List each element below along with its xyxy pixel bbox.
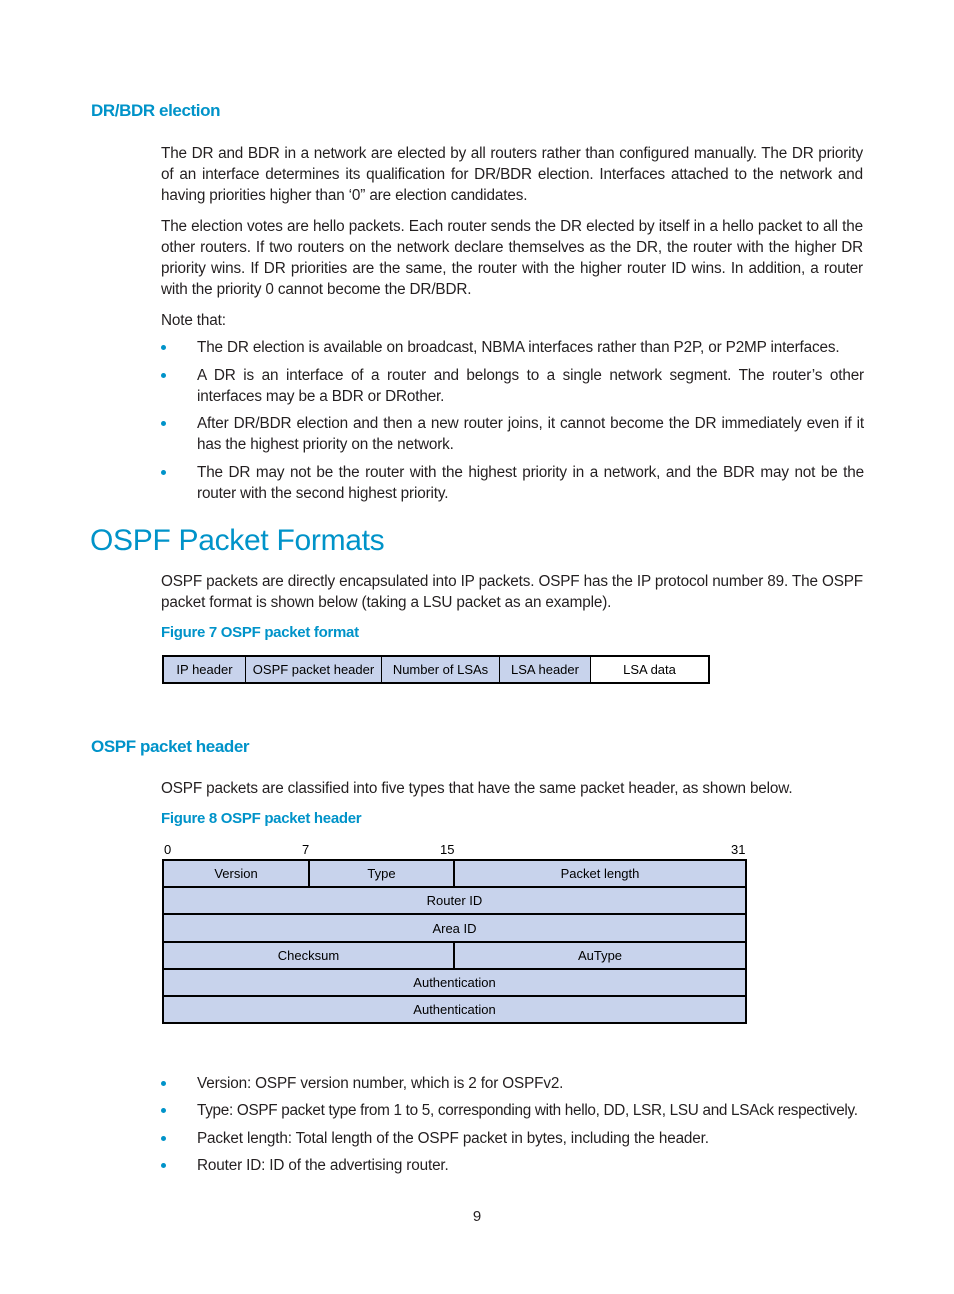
bit-tick-0: 0 — [164, 842, 172, 857]
paragraph: OSPF packets are directly encapsulated into IP packets. OSPF has the IP protocol number 89. The OSPF packet format is shown below (taking a LSU packet as an example). — [161, 573, 863, 611]
list-item-text: Router ID: ID of the advertising router. — [197, 1157, 449, 1174]
cell-lsa-data: LSA data — [590, 655, 710, 684]
note-label: Note that: — [161, 312, 226, 329]
bullet-icon — [161, 345, 166, 350]
bullet-icon — [161, 470, 166, 475]
list-item-text: After DR/BDR election and then a new router joins, it cannot become the DR immediately even if it has the highest priority on the network. — [197, 415, 864, 453]
list-item — [161, 1128, 864, 1149]
section-heading-ospf-packet-header: OSPF packet header — [91, 737, 250, 756]
list-item — [161, 1155, 864, 1176]
page-number: 9 — [472, 1208, 482, 1225]
list-item — [161, 462, 864, 504]
cell-ospf-packet-header: OSPF packet header — [245, 655, 382, 684]
field-autype: AuType — [455, 943, 745, 970]
field-packet-length: Packet length — [455, 861, 745, 888]
paragraph: The DR and BDR in a network are elected by all routers rather than configured manually. The DR priority of an interface determines its qualification for DR/BDR election. Interfaces attached to the network and having priorities higher than ‘0” are election candidates. — [161, 145, 863, 204]
figure-caption: Figure 8 OSPF packet header — [161, 810, 362, 827]
section-heading-ospf-packet-formats: OSPF Packet Formats — [90, 524, 385, 557]
bit-tick-31: 31 — [731, 842, 746, 857]
bullet-icon — [161, 1108, 166, 1113]
bullet-icon — [161, 421, 166, 426]
bullet-icon — [161, 1136, 166, 1141]
field-checksum: Checksum — [164, 943, 455, 970]
bullet-icon — [161, 1081, 166, 1086]
field-authentication-1: Authentication — [164, 970, 745, 997]
field-router-id: Router ID — [164, 888, 745, 915]
paragraph: OSPF packets are classified into five types that have the same packet header, as shown below. — [161, 780, 793, 797]
list-item — [161, 337, 864, 358]
list-item-text: Type: OSPF packet type from 1 to 5, corresponding with hello, DD, LSR, LSU and LSAck respectively. — [197, 1102, 858, 1119]
field-type: Type — [310, 861, 455, 888]
section-heading-dr-bdr: DR/BDR election — [91, 101, 221, 120]
paragraph: The election votes are hello packets. Each router sends the DR elected by itself in a hello packet to all the other routers. If two routers on the network declare themselves as the DR, the router with the higher DR priority wins. If DR priorities are the same, the router with the higher router ID wins. In addition, a router with the priority 0 cannot become the DR/BDR. — [161, 218, 863, 298]
packet-header-diagram — [162, 859, 747, 1024]
figure-caption: Figure 7 OSPF packet format — [161, 624, 359, 641]
bit-tick-15: 15 — [440, 842, 455, 857]
list-item-text: Version: OSPF version number, which is 2 for OSPFv2. — [197, 1075, 564, 1092]
list-item — [161, 1100, 864, 1121]
packet-format-diagram — [162, 655, 710, 684]
bit-tick-7: 7 — [302, 842, 310, 857]
bullet-icon — [161, 373, 166, 378]
field-authentication-2: Authentication — [413, 1002, 496, 1017]
cell-lsa-header: LSA header — [499, 655, 591, 684]
list-item — [161, 1073, 864, 1094]
list-item-text: A DR is an interface of a router and belongs to a single network segment. The router’s other interfaces may be a BDR or DRother. — [197, 367, 864, 405]
list-item — [161, 413, 864, 455]
list-item-text: Packet length: Total length of the OSPF packet in bytes, including the header. — [197, 1130, 709, 1147]
bullet-icon — [161, 1163, 166, 1168]
list-item — [161, 365, 864, 407]
list-item-text: The DR may not be the router with the highest priority in a network, and the BDR may not be the router with the second highest priority. — [197, 464, 864, 502]
list-item-text: The DR election is available on broadcast, NBMA interfaces rather than P2P, or P2MP interfaces. — [197, 339, 840, 356]
cell-ip-header: IP header — [162, 655, 246, 684]
field-area-id: Area ID — [164, 915, 745, 943]
cell-number-of-lsas: Number of LSAs — [381, 655, 500, 684]
field-version: Version — [164, 861, 310, 888]
